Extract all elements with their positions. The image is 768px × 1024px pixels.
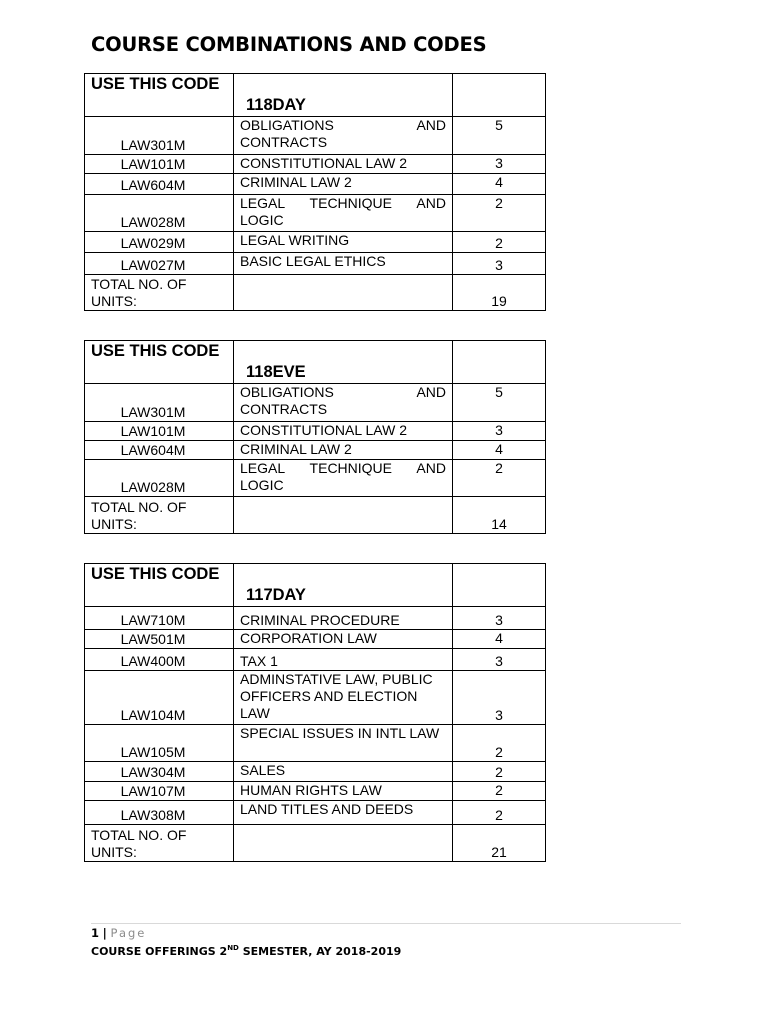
course-units: 3 [453,607,546,630]
course-units: 2 [453,460,546,497]
course-name: CONSTITUTIONAL LAW 2 [234,155,453,174]
footer-page-number [91,926,146,940]
course-units: 3 [453,155,546,174]
header-units-cell [453,564,546,607]
total-row [85,497,546,534]
course-code: LAW104M [85,671,234,725]
course-code: LAW105M [85,725,234,762]
total-units-value: 21 [453,825,546,862]
course-code: LAW028M [85,460,234,497]
combination-code: 117DAY [234,564,453,607]
total-units-label: TOTAL NO. OF UNITS: [85,497,234,534]
course-units: 2 [453,801,546,825]
course-table-118day [84,73,546,311]
total-row [85,275,546,311]
course-code: LAW029M [85,232,234,253]
course-units: 3 [453,649,546,671]
course-name: LEGAL TECHNIQUE AND LOGIC [234,195,453,232]
course-name: CRIMINAL LAW 2 [234,174,453,195]
course-units: 2 [453,232,546,253]
course-code: LAW028M [85,195,234,232]
total-empty-cell [234,275,453,311]
course-code: LAW400M [85,649,234,671]
course-name: CRIMINAL LAW 2 [234,441,453,460]
table-row [85,174,546,195]
combination-code: 118EVE [234,341,453,384]
course-units: 2 [453,725,546,762]
course-name: LEGAL TECHNIQUE AND LOGIC [234,460,453,497]
total-empty-cell [234,825,453,862]
course-units: 2 [453,762,546,782]
table-row [85,460,546,497]
course-name: OBLIGATIONS AND CONTRACTS [234,117,453,155]
course-name: ADMINSTATIVE LAW, PUBLIC OFFICERS AND ELECTION LAW [234,671,453,725]
use-this-code-label: USE THIS CODE [85,74,234,117]
course-name: CRIMINAL PROCEDURE [234,607,453,630]
total-row [85,825,546,862]
course-units: 2 [453,782,546,801]
header-units-cell [453,341,546,384]
table-row [85,671,546,725]
course-code: LAW304M [85,762,234,782]
course-code: LAW710M [85,607,234,630]
table-row [85,762,546,782]
course-code: LAW604M [85,174,234,195]
course-units: 5 [453,384,546,422]
table-row [85,195,546,232]
course-code: LAW107M [85,782,234,801]
course-code: LAW604M [85,441,234,460]
table-row [85,232,546,253]
page-title: COURSE COMBINATIONS AND CODES [91,33,487,56]
course-name: TAX 1 [234,649,453,671]
course-table-118eve [84,340,546,534]
course-units: 3 [453,253,546,275]
header-units-cell [453,74,546,117]
course-name: LAND TITLES AND DEEDS [234,801,453,825]
footer-divider [91,923,681,924]
table-row [85,117,546,155]
course-units: 4 [453,441,546,460]
course-name: CONSTITUTIONAL LAW 2 [234,422,453,441]
semester-suffix: SEMESTER, AY 2018-2019 [238,945,402,958]
total-units-value: 19 [453,275,546,311]
table-row [85,384,546,422]
course-code: LAW301M [85,117,234,155]
table-header-row [85,564,546,607]
table-row [85,630,546,649]
course-units: 4 [453,630,546,649]
course-code: LAW301M [85,384,234,422]
table-header-row [85,341,546,384]
table-row [85,441,546,460]
table-header-row [85,74,546,117]
footer-semester [91,944,401,958]
page-separator: | [102,926,107,940]
course-name: LEGAL WRITING [234,232,453,253]
course-code: LAW101M [85,422,234,441]
table-row [85,422,546,441]
course-code: LAW308M [85,801,234,825]
table-row [85,607,546,630]
course-units: 3 [453,422,546,441]
table-row [85,649,546,671]
semester-prefix: COURSE OFFERINGS 2 [91,945,228,958]
semester-superscript: ND [227,944,239,952]
total-units-value: 14 [453,497,546,534]
course-name: CORPORATION LAW [234,630,453,649]
course-name: SPECIAL ISSUES IN INTL LAW [234,725,453,762]
course-code: LAW501M [85,630,234,649]
course-units: 2 [453,195,546,232]
combination-code: 118DAY [234,74,453,117]
total-units-label: TOTAL NO. OF UNITS: [85,275,234,311]
table-row [85,782,546,801]
course-code: LAW027M [85,253,234,275]
use-this-code-label: USE THIS CODE [85,341,234,384]
course-table-117day [84,563,546,862]
page-number: 1 [91,926,100,940]
table-row [85,155,546,174]
course-name: BASIC LEGAL ETHICS [234,253,453,275]
course-name: OBLIGATIONS AND CONTRACTS [234,384,453,422]
course-name: SALES [234,762,453,782]
use-this-code-label: USE THIS CODE [85,564,234,607]
total-empty-cell [234,497,453,534]
course-code: LAW101M [85,155,234,174]
course-units: 5 [453,117,546,155]
table-row [85,725,546,762]
page-word: Page [110,926,147,940]
course-units: 3 [453,671,546,725]
table-row [85,801,546,825]
course-name: HUMAN RIGHTS LAW [234,782,453,801]
course-units: 4 [453,174,546,195]
total-units-label: TOTAL NO. OF UNITS: [85,825,234,862]
table-row [85,253,546,275]
